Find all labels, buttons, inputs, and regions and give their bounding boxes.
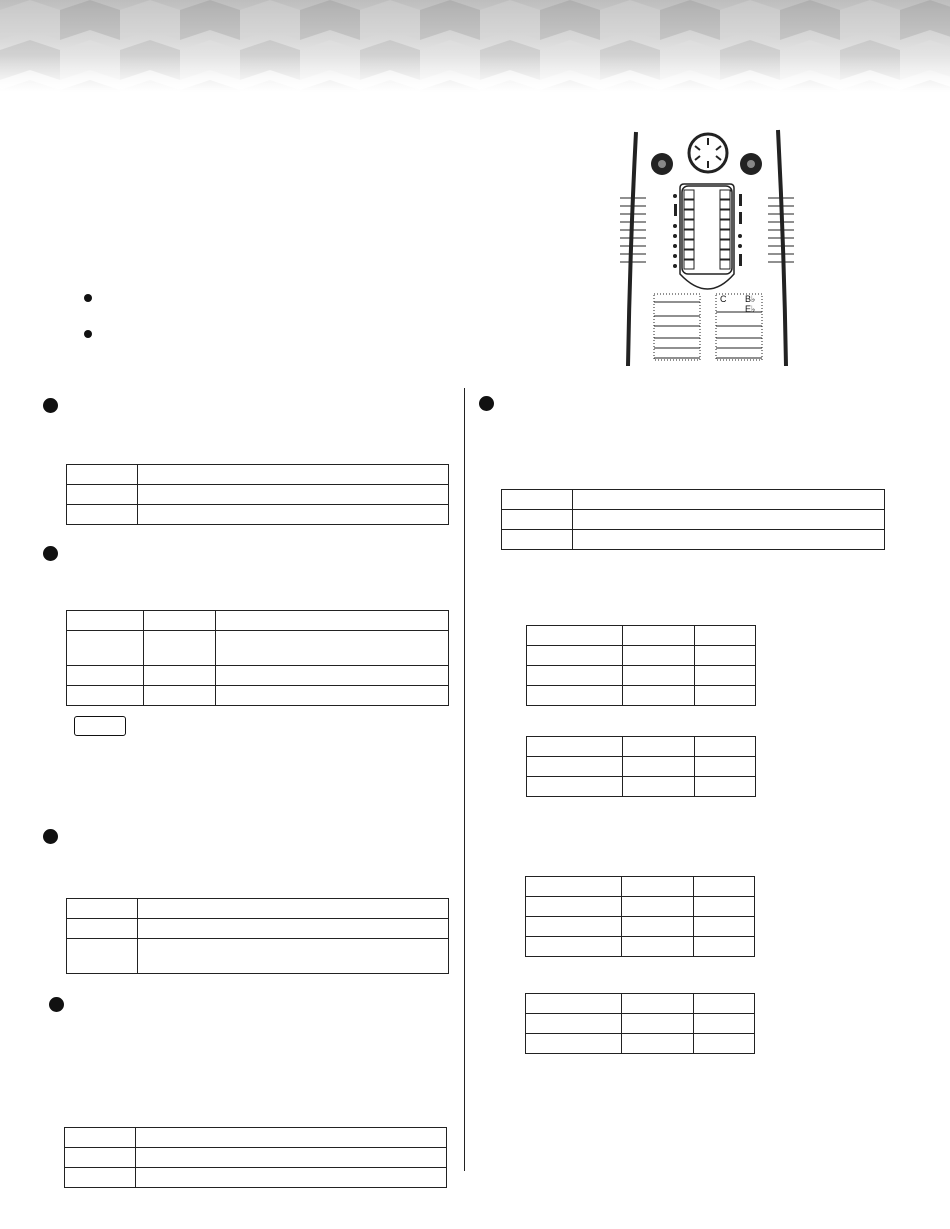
table-row: [502, 530, 885, 550]
table-row: [67, 939, 449, 974]
table-6: [526, 625, 756, 706]
table-cell: [527, 737, 623, 757]
table-cell: [144, 611, 216, 631]
table-cell: [526, 1014, 622, 1034]
table-cell: [67, 899, 138, 919]
table-4: [64, 1127, 447, 1188]
section-bullet-2: [43, 546, 58, 561]
table-row: [67, 505, 449, 525]
table-cell: [694, 877, 755, 897]
table-cell: [622, 897, 694, 917]
table-cell: [527, 626, 623, 646]
table-row: [67, 485, 449, 505]
remote-control-illustration: [612, 126, 812, 370]
table-cell: [694, 1034, 755, 1054]
table-row: [502, 510, 885, 530]
table-cell: [144, 631, 216, 666]
table-cell: [623, 686, 695, 706]
table-row: [65, 1128, 447, 1148]
table-row: [67, 666, 449, 686]
table-row: [502, 490, 885, 510]
table-cell: [65, 1128, 136, 1148]
table-cell: [695, 777, 756, 797]
table-cell: [136, 1168, 447, 1188]
table-cell: [67, 465, 138, 485]
table-cell: [622, 1014, 694, 1034]
table-row: [526, 1014, 755, 1034]
table-cell: [694, 897, 755, 917]
section-bullet-3: [43, 829, 58, 844]
table-row: [526, 917, 755, 937]
table-row: [65, 1148, 447, 1168]
table-cell: [138, 899, 449, 919]
table-cell: [622, 917, 694, 937]
table-cell: [144, 686, 216, 706]
table-cell: [573, 530, 885, 550]
table-cell: [216, 631, 449, 666]
table-cell: [216, 686, 449, 706]
table-row: [527, 757, 756, 777]
table-cell: [622, 1034, 694, 1054]
table-cell: [67, 666, 144, 686]
table-row: [65, 1168, 447, 1188]
table-cell: [216, 611, 449, 631]
table-cell: [526, 937, 622, 957]
table-cell: [527, 686, 623, 706]
zigzag-pattern: [0, 0, 950, 92]
table-cell: [138, 505, 449, 525]
table-row: [526, 877, 755, 897]
table-1: [66, 464, 449, 525]
table-cell: [138, 465, 449, 485]
table-cell: [526, 917, 622, 937]
column-divider: [464, 388, 465, 1171]
table-cell: [573, 490, 885, 510]
table-cell: [67, 485, 138, 505]
table-cell: [695, 646, 756, 666]
table-row: [67, 686, 449, 706]
table-row: [527, 686, 756, 706]
table-cell: [67, 686, 144, 706]
intro-bullet-1: [84, 294, 92, 302]
note-label-box: [74, 716, 126, 736]
section-bullet-5: [479, 396, 494, 411]
table-row: [67, 899, 449, 919]
intro-bullet-2: [84, 330, 92, 338]
table-cell: [695, 666, 756, 686]
table-cell: [502, 510, 573, 530]
table-cell: [527, 666, 623, 686]
dpad-icon: [689, 134, 727, 172]
table-cell: [623, 757, 695, 777]
table-cell: [526, 1034, 622, 1054]
table-cell: [526, 994, 622, 1014]
table-cell: [695, 686, 756, 706]
table-9: [525, 993, 755, 1054]
table-5: [501, 489, 885, 550]
table-cell: [694, 917, 755, 937]
table-cell: [694, 1014, 755, 1034]
table-cell: [136, 1148, 447, 1168]
table-cell: [527, 777, 623, 797]
table-cell: [623, 737, 695, 757]
table-row: [67, 919, 449, 939]
table-cell: [136, 1128, 447, 1148]
table-cell: [573, 510, 885, 530]
table-cell: [695, 737, 756, 757]
table-8: [525, 876, 755, 957]
table-row: [526, 897, 755, 917]
table-cell: [144, 666, 216, 686]
table-cell: [622, 937, 694, 957]
table-row: [526, 937, 755, 957]
table-cell: [695, 757, 756, 777]
table-row: [527, 737, 756, 757]
table-row: [67, 465, 449, 485]
table-cell: [138, 485, 449, 505]
table-row: [527, 646, 756, 666]
table-cell: [67, 505, 138, 525]
table-cell: [526, 897, 622, 917]
table-row: [67, 611, 449, 631]
table-cell: [67, 919, 138, 939]
table-cell: [67, 611, 144, 631]
table-cell: [216, 666, 449, 686]
table-cell: [502, 530, 573, 550]
table-cell: [527, 646, 623, 666]
table-cell: [67, 631, 144, 666]
table-cell: [694, 994, 755, 1014]
table-cell: [65, 1168, 136, 1188]
key-label-b-flat: B♭: [745, 294, 756, 304]
table-cell: [623, 777, 695, 797]
table-cell: [527, 757, 623, 777]
section-bullet-1: [43, 398, 58, 413]
table-7: [526, 736, 756, 797]
table-cell: [502, 490, 573, 510]
table-row: [527, 777, 756, 797]
left-knob-icon: [651, 153, 673, 175]
table-cell: [623, 626, 695, 646]
table-cell: [695, 626, 756, 646]
table-cell: [622, 877, 694, 897]
right-knob-icon: [740, 153, 762, 175]
table-cell: [622, 994, 694, 1014]
table-cell: [65, 1148, 136, 1168]
table-cell: [694, 937, 755, 957]
key-label-c: C: [720, 294, 727, 304]
page-header-band: [0, 0, 950, 92]
table-row: [527, 666, 756, 686]
table-row: [526, 994, 755, 1014]
table-cell: [138, 919, 449, 939]
section-bullet-4: [49, 997, 64, 1012]
key-label-e-flat: E♭: [745, 304, 756, 314]
table-cell: [67, 939, 138, 974]
table-3: [66, 898, 449, 974]
table-row: [67, 631, 449, 666]
table-row: [527, 626, 756, 646]
table-cell: [623, 646, 695, 666]
table-row: [526, 1034, 755, 1054]
table-cell: [623, 666, 695, 686]
table-cell: [138, 939, 449, 974]
table-2: [66, 610, 449, 706]
remote-control-drawing: [612, 126, 812, 370]
table-cell: [526, 877, 622, 897]
